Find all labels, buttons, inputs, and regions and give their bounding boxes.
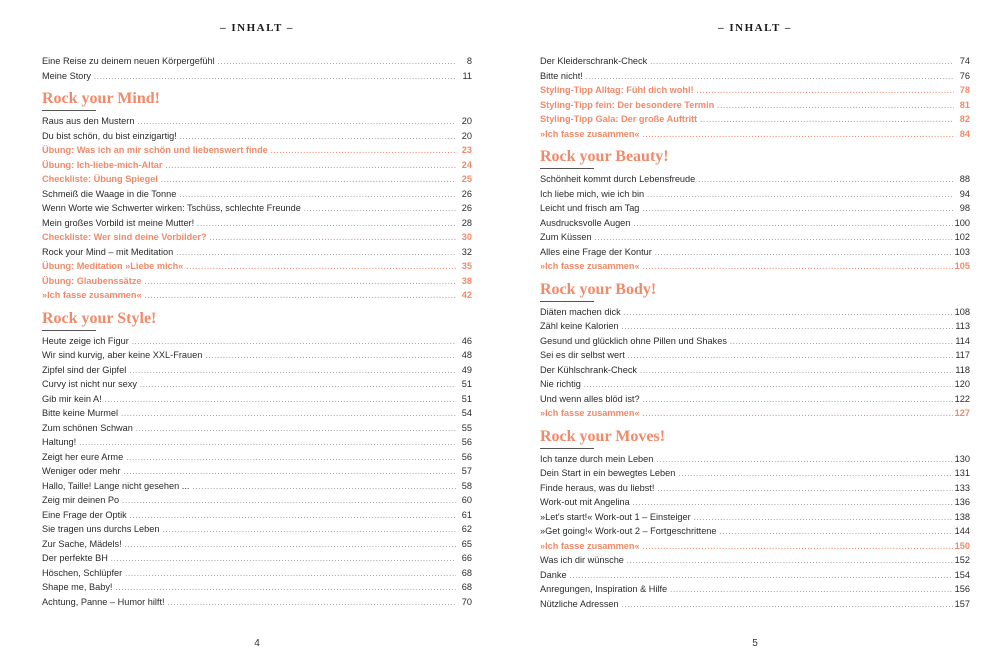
toc-entry[interactable] xyxy=(42,377,472,392)
section-title: Rock your Style! xyxy=(42,309,157,327)
entry-title: Zähl keine Kalorien xyxy=(540,321,619,331)
entry-title: Und wenn alles blöd ist? xyxy=(540,393,640,404)
entry-title: Zipfel sind der Gipfel xyxy=(42,364,127,375)
toc-entry[interactable] xyxy=(42,129,472,144)
entry-page-number: 144 xyxy=(954,526,970,536)
entry-page-number: 138 xyxy=(954,511,970,522)
dot-leader xyxy=(140,379,456,394)
dot-leader xyxy=(622,599,953,614)
entry-title: Zur Sache, Mädels! xyxy=(42,538,122,549)
entry-title: »Ich fasse zusammen« xyxy=(42,290,142,300)
toc-entry[interactable] xyxy=(540,363,970,378)
entry-page-number: 20 xyxy=(461,116,472,126)
entry-title: Curvy ist nicht nur sexy xyxy=(42,379,137,389)
toc-entry[interactable] xyxy=(540,201,970,216)
entry-page-number: 154 xyxy=(954,569,970,580)
entry-title: Höschen, Schlüpfer xyxy=(42,567,123,578)
entry-title: Anregungen, Inspiration & Hilfe xyxy=(540,584,668,594)
toc-entry[interactable] xyxy=(540,495,970,510)
toc-entry[interactable] xyxy=(540,216,970,231)
entry-title: Übung: Glaubenssätze xyxy=(42,275,142,286)
page-header: – INHALT – xyxy=(220,22,294,34)
toc-entry[interactable] xyxy=(540,172,970,187)
toc-entry[interactable] xyxy=(540,406,970,421)
toc-entry[interactable] xyxy=(540,69,970,84)
toc-entry[interactable] xyxy=(42,245,472,260)
dot-leader xyxy=(176,247,456,262)
entry-title: Meine Story xyxy=(42,70,92,81)
entry-page-number: 118 xyxy=(955,364,970,375)
toc-entry[interactable] xyxy=(42,464,472,479)
toc-entry[interactable] xyxy=(540,553,970,568)
section-heading xyxy=(540,280,970,302)
entry-title: Übung: Was ich an mir schön und liebenswert finde xyxy=(42,145,268,155)
toc-entry[interactable] xyxy=(540,259,970,274)
entry-title: Eine Frage der Optik xyxy=(42,509,127,520)
toc-entry[interactable] xyxy=(540,348,970,363)
dot-leader xyxy=(717,100,954,115)
entry-page-number: 78 xyxy=(959,85,970,95)
entry-page-number: 56 xyxy=(461,451,472,462)
toc-entry[interactable] xyxy=(540,305,970,320)
dot-leader xyxy=(162,524,456,539)
section-title: Rock your Beauty! xyxy=(540,148,669,165)
dot-leader xyxy=(642,203,954,218)
entry-page-number: 114 xyxy=(955,335,970,346)
dot-leader xyxy=(165,160,456,175)
entry-page-number: 60 xyxy=(461,495,472,505)
dot-leader xyxy=(197,218,456,233)
dot-leader xyxy=(670,584,952,599)
entry-title: Sei es dir selbst wert xyxy=(540,350,625,360)
entry-page-number: 30 xyxy=(461,232,472,242)
dot-leader xyxy=(627,555,953,570)
toc-entry[interactable] xyxy=(42,450,472,465)
section-title: Rock your Moves! xyxy=(540,427,666,445)
section-underline xyxy=(540,448,594,449)
entry-title: Work-out mit Angelina xyxy=(540,497,630,507)
entry-page-number: 152 xyxy=(954,555,970,565)
entry-page-number: 11 xyxy=(462,70,472,81)
entry-page-number: 55 xyxy=(461,422,472,433)
toc-entry[interactable] xyxy=(540,481,970,496)
entry-page-number: 68 xyxy=(461,582,472,592)
entry-page-number: 127 xyxy=(954,408,970,418)
toc-entry[interactable] xyxy=(42,201,472,216)
dot-leader xyxy=(186,261,456,276)
toc-entry[interactable] xyxy=(42,334,472,349)
entry-page-number: 102 xyxy=(954,232,970,242)
dot-leader xyxy=(643,129,954,144)
right-page xyxy=(540,0,970,672)
toc-entry[interactable] xyxy=(540,510,970,525)
dot-leader xyxy=(643,261,953,276)
toc-entry[interactable] xyxy=(42,435,472,450)
entry-title: Raus aus den Mustern xyxy=(42,116,135,126)
entry-page-number: 94 xyxy=(959,188,970,199)
dot-leader xyxy=(192,481,456,496)
entry-title: »Ich fasse zusammen« xyxy=(540,408,640,418)
entry-page-number: 68 xyxy=(461,567,472,578)
toc-entry[interactable] xyxy=(42,595,472,610)
entry-title: Wir sind kurvig, aber keine XXL-Frauen xyxy=(42,350,203,360)
entry-title: Gib mir kein A! xyxy=(42,393,102,404)
dot-leader xyxy=(125,568,456,583)
entry-page-number: 38 xyxy=(461,275,472,286)
toc-entry[interactable] xyxy=(42,348,472,363)
entry-title: Shape me, Baby! xyxy=(42,582,113,592)
entry-title: Leicht und frisch am Tag xyxy=(540,203,640,213)
dot-leader xyxy=(210,232,456,247)
toc-entry[interactable] xyxy=(42,421,472,436)
entry-page-number: 131 xyxy=(954,468,970,478)
dot-leader xyxy=(643,394,953,409)
entry-page-number: 122 xyxy=(954,393,970,404)
entry-page-number: 56 xyxy=(461,437,472,447)
entry-title: »Ich fasse zusammen« xyxy=(540,128,640,139)
dot-leader xyxy=(624,307,953,322)
entry-title: Zeig mir deinen Po xyxy=(42,495,120,505)
entry-title: »Ich fasse zusammen« xyxy=(540,540,640,551)
dot-leader xyxy=(137,116,456,131)
toc-entry[interactable] xyxy=(42,493,472,508)
toc-entry[interactable] xyxy=(42,187,472,202)
entry-title: Du bist schön, du bist einzigartig! xyxy=(42,130,177,141)
entry-page-number: 133 xyxy=(954,482,970,493)
table-of-contents xyxy=(42,54,472,609)
entry-title: Ich tanze durch mein Leben xyxy=(540,453,654,464)
section-title: Rock your Mind! xyxy=(42,90,160,107)
entry-page-number: 103 xyxy=(954,246,970,257)
entry-page-number: 24 xyxy=(461,159,472,170)
toc-entry[interactable] xyxy=(42,363,472,378)
page-number: 5 xyxy=(752,638,758,649)
dot-leader xyxy=(121,408,456,423)
entry-title: Checkliste: Übung Spiegel xyxy=(42,174,158,184)
dot-leader xyxy=(161,174,456,189)
dot-leader xyxy=(136,423,456,438)
dot-leader xyxy=(656,454,952,469)
entry-page-number: 46 xyxy=(461,335,472,346)
entry-page-number: 156 xyxy=(954,584,970,594)
toc-entry[interactable] xyxy=(42,172,472,187)
entry-title: Schönheit kommt durch Lebensfreude xyxy=(540,174,696,184)
dot-leader xyxy=(628,350,954,365)
entry-page-number: 108 xyxy=(954,306,970,317)
dot-leader xyxy=(633,218,952,233)
toc-entry[interactable] xyxy=(42,580,472,595)
entry-page-number: 26 xyxy=(461,203,472,213)
toc-entry[interactable] xyxy=(42,143,472,158)
section-underline xyxy=(540,301,594,302)
entry-title: Eine Reise zu deinem neuen Körpergefühl xyxy=(42,56,215,66)
page-number: 4 xyxy=(254,638,260,649)
dot-leader xyxy=(678,468,952,483)
toc-entry[interactable] xyxy=(540,334,970,349)
entry-title: Der Kleiderschrank-Check xyxy=(540,56,648,66)
entry-page-number: 82 xyxy=(959,114,970,124)
entry-page-number: 98 xyxy=(959,203,970,213)
entry-page-number: 42 xyxy=(461,290,472,300)
entry-title: Der Kühlschrank-Check xyxy=(540,364,638,375)
entry-title: Ausdrucksvolle Augen xyxy=(540,217,631,228)
page-header: – INHALT – xyxy=(718,22,792,34)
toc-entry[interactable] xyxy=(42,508,472,523)
section-heading xyxy=(540,147,970,169)
toc-entry[interactable] xyxy=(540,597,970,612)
entry-title: »Ich fasse zusammen« xyxy=(540,261,640,271)
toc-entry[interactable] xyxy=(540,83,970,98)
entry-title: Bitte nicht! xyxy=(540,70,583,81)
entry-title: Checkliste: Wer sind deine Vorbilder? xyxy=(42,232,207,242)
entry-page-number: 117 xyxy=(955,350,970,360)
section-underline xyxy=(540,168,594,169)
toc-entry[interactable] xyxy=(540,98,970,113)
dot-leader xyxy=(130,510,456,525)
entry-page-number: 35 xyxy=(461,261,472,271)
entry-page-number: 57 xyxy=(461,466,472,476)
section-title: Rock your Body! xyxy=(540,280,657,298)
dot-leader xyxy=(650,56,954,71)
entry-page-number: 49 xyxy=(461,364,472,375)
entry-page-number: 136 xyxy=(954,497,970,507)
entry-page-number: 157 xyxy=(954,598,970,609)
entry-page-number: 51 xyxy=(461,379,472,389)
entry-page-number: 26 xyxy=(461,188,472,199)
entry-page-number: 88 xyxy=(959,174,970,184)
dot-leader xyxy=(111,553,456,568)
entry-page-number: 23 xyxy=(461,145,472,155)
toc-entry[interactable] xyxy=(540,377,970,392)
entry-title: Nützliche Adressen xyxy=(540,598,619,609)
dot-leader xyxy=(700,114,954,129)
entry-title: Übung: Ich-liebe-mich-Altar xyxy=(42,159,163,170)
entry-title: »Get going!« Work-out 2 – Fortgeschrittene xyxy=(540,526,717,536)
entry-title: Schmeiß die Waage in die Tonne xyxy=(42,188,177,199)
entry-title: Ich liebe mich, wie ich bin xyxy=(540,188,645,199)
entry-page-number: 32 xyxy=(461,246,472,257)
toc-entry[interactable] xyxy=(42,114,472,129)
toc-entry[interactable] xyxy=(540,539,970,554)
dot-leader xyxy=(122,495,456,510)
entry-title: Styling-Tipp fein: Der besondere Termin xyxy=(540,99,715,110)
entry-title: Diäten machen dick xyxy=(540,306,621,317)
entry-title: Hallo, Taille! Lange nicht gesehen ... xyxy=(42,480,190,491)
dot-leader xyxy=(145,290,456,305)
toc-entry[interactable] xyxy=(42,479,472,494)
toc-entry[interactable] xyxy=(540,127,970,142)
entry-page-number: 150 xyxy=(954,540,970,551)
dot-leader xyxy=(647,189,954,204)
entry-title: Mein großes Vorbild ist meine Mutter! xyxy=(42,217,195,228)
entry-title: Achtung, Panne – Humor hilft! xyxy=(42,596,165,607)
dot-leader xyxy=(129,365,456,380)
dot-leader xyxy=(720,526,953,541)
entry-title: Nie richtig xyxy=(540,379,581,389)
entry-page-number: 28 xyxy=(461,217,472,228)
entry-title: Gesund und glücklich ohne Pillen und Shakes xyxy=(540,335,727,346)
entry-page-number: 25 xyxy=(461,174,472,184)
dot-leader xyxy=(655,247,953,262)
toc-entry[interactable] xyxy=(42,566,472,581)
entry-title: Was ich dir wünsche xyxy=(540,555,624,565)
entry-page-number: 105 xyxy=(954,261,970,271)
toc-entry[interactable] xyxy=(42,392,472,407)
dot-leader xyxy=(145,276,456,291)
toc-entry[interactable] xyxy=(42,406,472,421)
toc-entry[interactable] xyxy=(42,537,472,552)
entry-title: Wenn Worte wie Schwerter wirken: Tschüss, schlechte Freunde xyxy=(42,203,301,213)
entry-page-number: 62 xyxy=(461,524,472,534)
entry-page-number: 20 xyxy=(461,130,472,141)
toc-entry[interactable] xyxy=(42,259,472,274)
entry-title: Zeigt her eure Arme xyxy=(42,451,124,462)
table-of-contents xyxy=(540,54,970,611)
entry-page-number: 70 xyxy=(461,596,472,607)
dot-leader xyxy=(643,408,953,423)
toc-entry[interactable] xyxy=(540,54,970,69)
entry-page-number: 130 xyxy=(954,453,970,464)
section-heading xyxy=(42,89,472,111)
dot-leader xyxy=(694,512,953,527)
dot-leader xyxy=(640,365,953,380)
toc-entry[interactable] xyxy=(42,54,472,69)
toc-entry[interactable] xyxy=(42,522,472,537)
toc-entry[interactable] xyxy=(540,112,970,127)
toc-entry[interactable] xyxy=(540,466,970,481)
dot-leader xyxy=(94,71,456,86)
entry-title: Der perfekte BH xyxy=(42,553,108,563)
dot-leader xyxy=(304,203,456,218)
dot-leader xyxy=(657,483,952,498)
section-heading xyxy=(540,427,970,449)
entry-page-number: 81 xyxy=(959,99,970,110)
entry-title: Alles eine Frage der Kontur xyxy=(540,246,652,257)
dot-leader xyxy=(115,582,456,597)
entry-title: Rock your Mind – mit Meditation xyxy=(42,246,174,257)
entry-title: Styling-Tipp Alltag: Fühl dich wohl! xyxy=(540,85,694,95)
toc-entry[interactable] xyxy=(42,288,472,303)
section-underline xyxy=(42,110,96,111)
entry-page-number: 76 xyxy=(959,70,970,81)
dot-leader xyxy=(126,452,456,467)
dot-leader xyxy=(168,597,456,612)
toc-entry[interactable] xyxy=(42,69,472,84)
entry-page-number: 65 xyxy=(461,538,472,549)
toc-entry[interactable] xyxy=(42,216,472,231)
section-underline xyxy=(42,330,96,331)
entry-page-number: 58 xyxy=(461,480,472,491)
entry-page-number: 8 xyxy=(466,56,472,66)
entry-title: Zum Küssen xyxy=(540,232,592,242)
entry-title: »Let's start!« Work-out 1 – Einsteiger xyxy=(540,511,691,522)
toc-entry[interactable] xyxy=(540,568,970,583)
dot-leader xyxy=(79,437,456,452)
toc-entry[interactable] xyxy=(540,582,970,597)
entry-page-number: 48 xyxy=(461,350,472,360)
entry-page-number: 51 xyxy=(461,393,472,404)
toc-entry[interactable] xyxy=(540,392,970,407)
toc-entry[interactable] xyxy=(42,551,472,566)
toc-entry[interactable] xyxy=(540,452,970,467)
entry-title: Heute zeige ich Figur xyxy=(42,335,129,346)
dot-leader xyxy=(125,539,456,554)
section-heading xyxy=(42,309,472,331)
entry-title: Zum schönen Schwan xyxy=(42,422,133,433)
entry-title: Haltung! xyxy=(42,437,77,447)
dot-leader xyxy=(205,350,456,365)
entry-page-number: 120 xyxy=(954,379,970,389)
entry-page-number: 74 xyxy=(959,56,970,66)
toc-entry[interactable] xyxy=(540,245,970,260)
dot-leader xyxy=(218,56,456,71)
dot-leader xyxy=(697,85,954,100)
entry-page-number: 84 xyxy=(959,128,970,139)
entry-title: Danke xyxy=(540,569,567,580)
toc-entry[interactable] xyxy=(540,319,970,334)
entry-title: Dein Start in ein bewegtes Leben xyxy=(540,468,676,478)
dot-leader xyxy=(698,174,954,189)
entry-title: Sie tragen uns durchs Leben xyxy=(42,524,160,534)
entry-page-number: 100 xyxy=(954,217,970,228)
entry-title: Weniger oder mehr xyxy=(42,466,121,476)
dot-leader xyxy=(730,336,953,351)
toc-entry[interactable] xyxy=(540,230,970,245)
entry-page-number: 54 xyxy=(461,408,472,418)
dot-leader xyxy=(105,394,456,409)
toc-entry[interactable] xyxy=(540,187,970,202)
entry-page-number: 61 xyxy=(461,509,472,520)
dot-leader xyxy=(271,145,456,160)
toc-entry[interactable] xyxy=(42,230,472,245)
entry-title: Styling-Tipp Gala: Der große Auftritt xyxy=(540,114,698,124)
entry-title: Bitte keine Murmel xyxy=(42,408,119,418)
entry-page-number: 66 xyxy=(461,553,472,563)
toc-entry[interactable] xyxy=(42,274,472,289)
entry-title: Übung: Meditation »Liebe mich« xyxy=(42,261,184,271)
toc-entry[interactable] xyxy=(540,524,970,539)
entry-title: Finde heraus, was du liebst! xyxy=(540,482,655,493)
toc-entry[interactable] xyxy=(42,158,472,173)
entry-page-number: 113 xyxy=(955,321,970,331)
left-page xyxy=(42,0,472,672)
dot-leader xyxy=(643,541,953,556)
